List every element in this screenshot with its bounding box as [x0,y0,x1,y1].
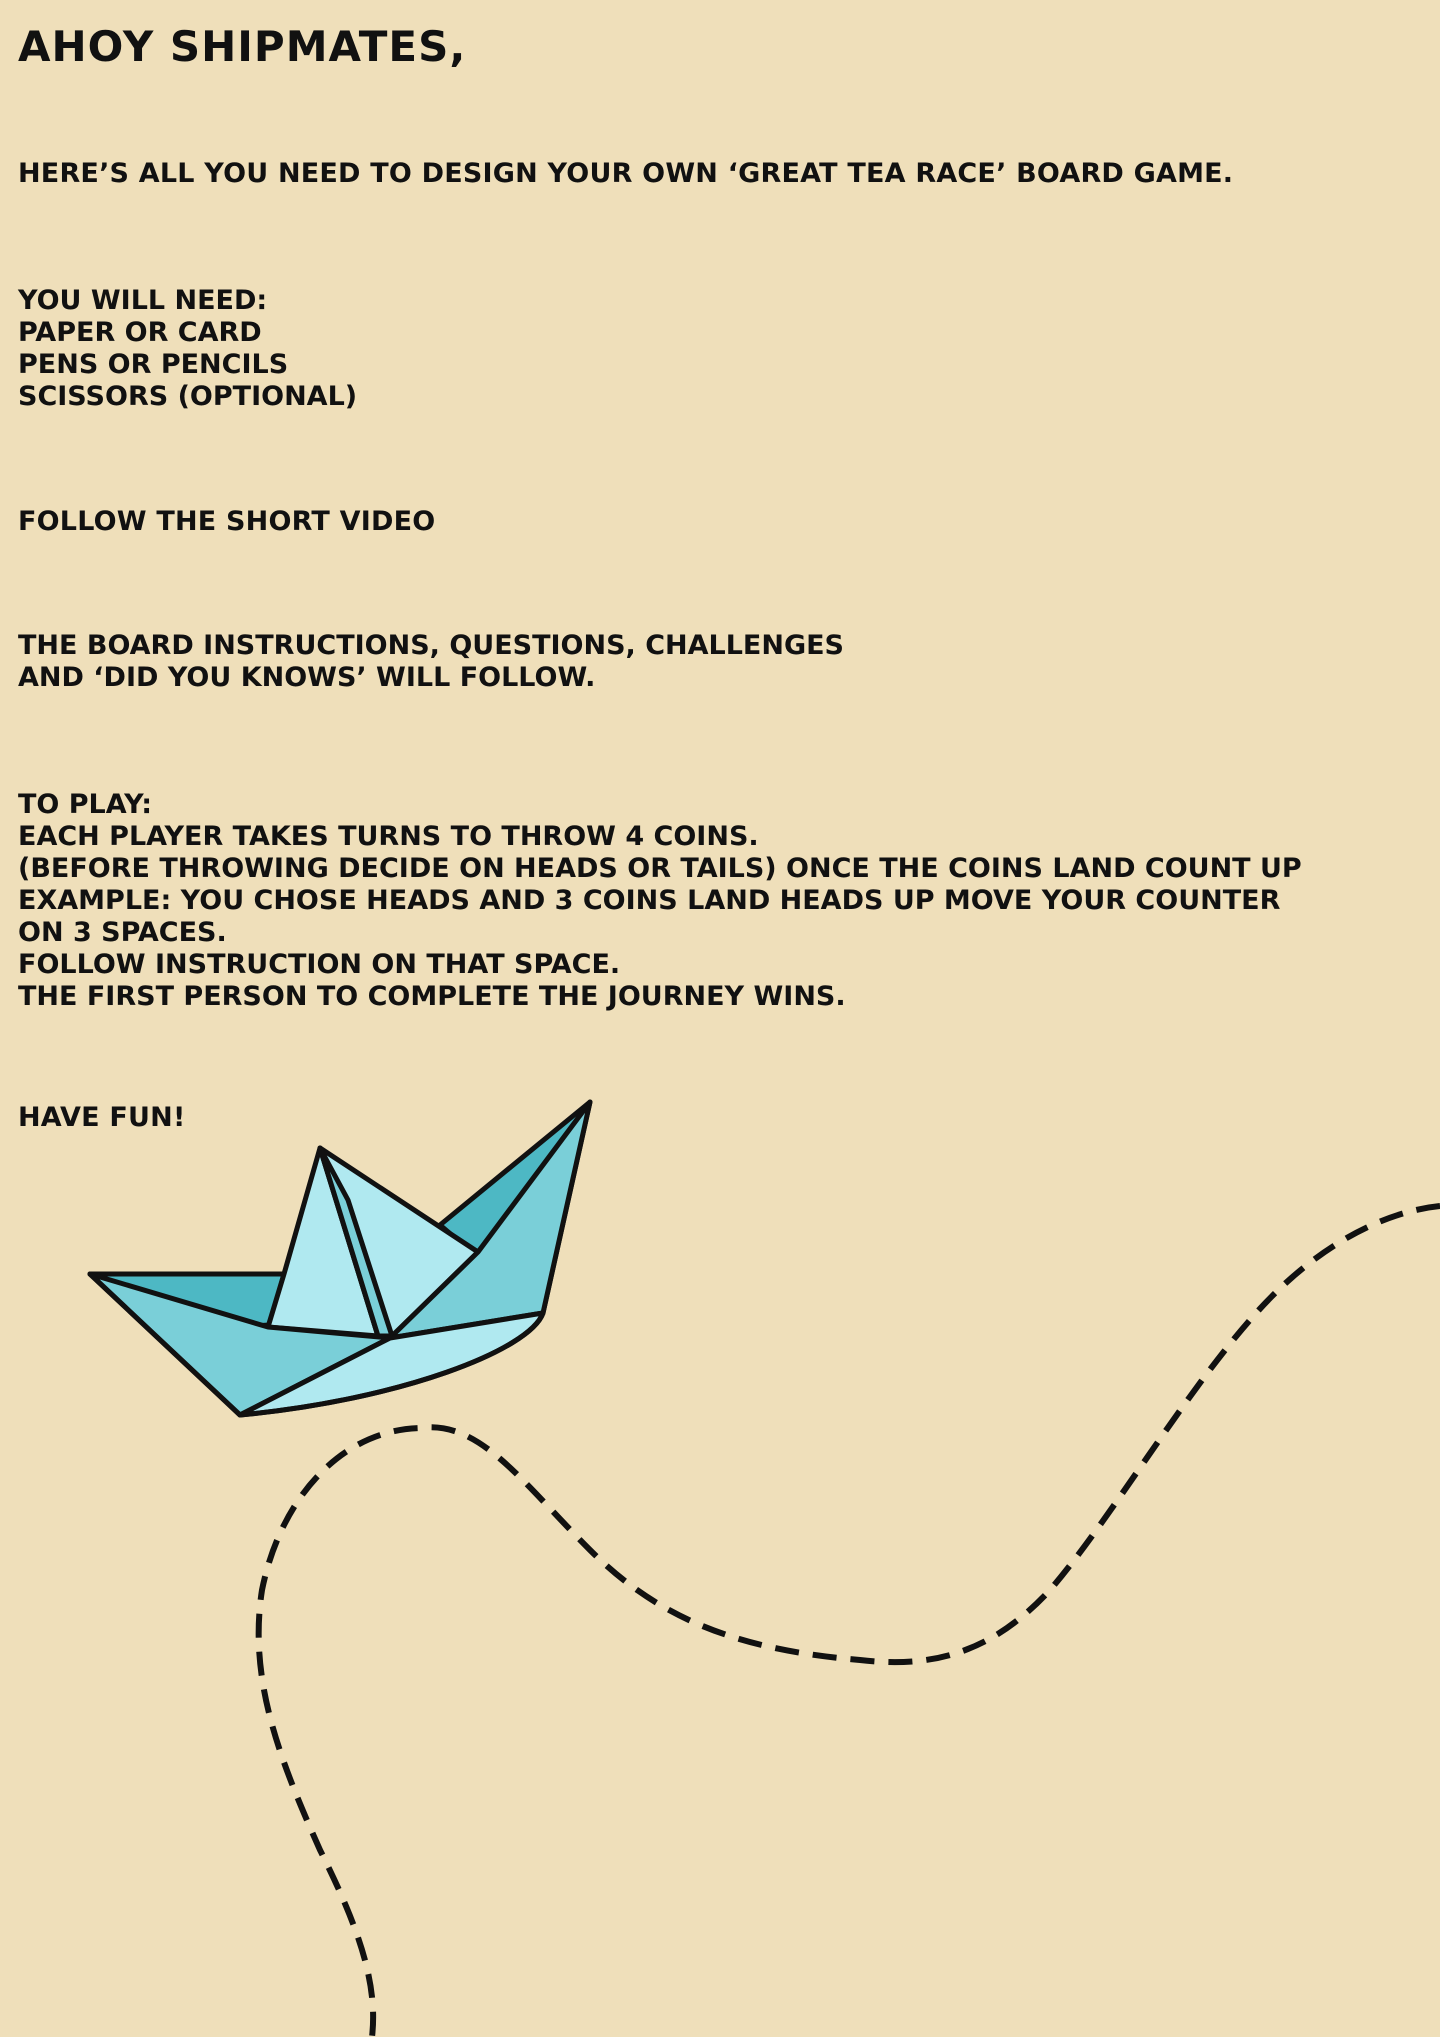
follow-up-line: THE BOARD INSTRUCTIONS, QUESTIONS, CHALLENGES [18,630,845,661]
greeting-heading: AHOY SHIPMATES, [18,22,467,71]
materials-item: SCISSORS (OPTIONAL) [18,381,358,412]
materials-item: PAPER OR CARD [18,317,262,348]
video-instruction: FOLLOW THE SHORT VIDEO [18,506,436,537]
rules-line: THE FIRST PERSON TO COMPLETE THE JOURNEY WINS. [18,981,846,1012]
rules-line: ON 3 SPACES. [18,917,227,948]
rules-line: (BEFORE THROWING DECIDE ON HEADS OR TAILS) ONCE THE COINS LAND COUNT UP [18,853,1302,884]
intro-text: HERE’S ALL YOU NEED TO DESIGN YOUR OWN ‘GREAT TEA RACE’ BOARD GAME. [18,158,1234,189]
rules-line: EACH PLAYER TAKES TURNS TO THROW 4 COINS. [18,821,759,852]
rules-line: EXAMPLE: YOU CHOSE HEADS AND 3 COINS LAND HEADS UP MOVE YOUR COUNTER [18,885,1281,916]
paper-boat-icon [90,1102,590,1415]
rules-line: FOLLOW INSTRUCTION ON THAT SPACE. [18,949,621,980]
materials-heading: YOU WILL NEED: [18,285,268,316]
rules-heading: TO PLAY: [18,789,153,820]
signoff-text: HAVE FUN! [18,1102,186,1133]
materials-item: PENS OR PENCILS [18,349,289,380]
follow-up-line: AND ‘DID YOU KNOWS’ WILL FOLLOW. [18,662,596,693]
